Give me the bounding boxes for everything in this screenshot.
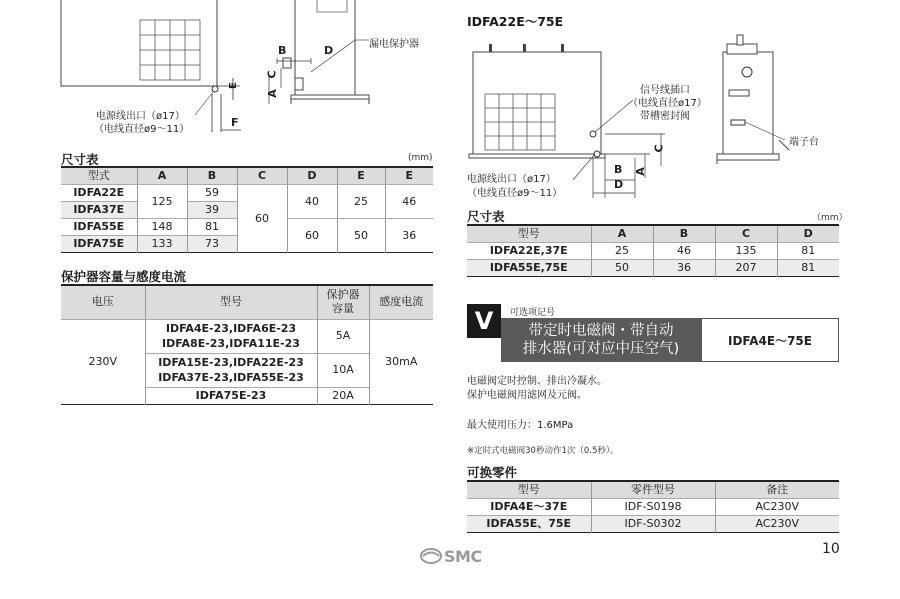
model-line: IDFA4E-23,IDFA6E-23 bbox=[165, 322, 297, 335]
col-header: E bbox=[337, 167, 385, 185]
col-header: B bbox=[187, 167, 237, 185]
terminal-label: 端子台 bbox=[789, 137, 819, 148]
option-desc-line2: 保护电磁阀用滤网及元阀。 bbox=[467, 390, 587, 401]
col-header-capacity bbox=[317, 285, 369, 319]
cell: 40 bbox=[287, 185, 337, 219]
leakage-protector-label: 漏电保护器 bbox=[369, 39, 419, 50]
model-cell: IDFA22E,37E bbox=[467, 243, 591, 260]
col-header-model: 型号 bbox=[145, 285, 317, 319]
col-header: C bbox=[237, 167, 287, 185]
right-dim-label-d: D bbox=[614, 178, 624, 191]
right-dim-table-unit: （mm） bbox=[812, 213, 848, 223]
sensitivity-cell: 30mA bbox=[369, 319, 433, 404]
cell: 50 bbox=[591, 260, 653, 277]
cable-diameter-label: （电线直径ø9～11） bbox=[94, 124, 190, 135]
option-model: IDFA4E～75E bbox=[701, 318, 839, 362]
col-header: D bbox=[777, 225, 839, 243]
cell: AC230V bbox=[715, 516, 839, 533]
model-cell bbox=[145, 353, 317, 387]
table-row bbox=[467, 260, 839, 277]
smc-logo bbox=[420, 546, 482, 566]
option-title-line1: 带定时电磁阀・带自动 bbox=[528, 323, 674, 339]
cell: 81 bbox=[777, 260, 839, 277]
cell: 25 bbox=[591, 243, 653, 260]
option-max-pressure: 最大使用压力：1.6MPa bbox=[467, 420, 574, 431]
col-header: E bbox=[385, 167, 433, 185]
option-note: ※定时式电磁阀30秒动作1次（0.5秒）。 bbox=[467, 446, 619, 456]
col-header: 型号 bbox=[467, 225, 591, 243]
option-title-box bbox=[501, 318, 701, 362]
model-cell: IDFA55E、75E bbox=[467, 516, 591, 533]
model-cell bbox=[145, 319, 317, 353]
table-row bbox=[467, 499, 839, 516]
model-line: IDFA8E-23,IDFA11E-23 bbox=[162, 337, 300, 350]
dim-table-unit: (mm) bbox=[408, 153, 433, 163]
model-line: IDFA15E-23,IDFA22E-23 bbox=[158, 356, 304, 369]
col-header: A bbox=[137, 167, 187, 185]
table-row bbox=[467, 516, 839, 533]
col-header: C bbox=[715, 225, 777, 243]
col-header-voltage: 电压 bbox=[61, 285, 145, 319]
cell: 81 bbox=[777, 243, 839, 260]
capacity-header-line2: 容量 bbox=[332, 302, 354, 316]
col-header: 型式 bbox=[61, 167, 137, 185]
dim-table-title: 尺寸表 bbox=[61, 152, 99, 167]
cell: 36 bbox=[385, 219, 433, 253]
protector-table-title: 保护器容量与感度电流 bbox=[61, 269, 187, 284]
capacity-cell: 10A bbox=[317, 353, 369, 387]
col-header: 零件型号 bbox=[591, 481, 715, 499]
capacity-cell: 5A bbox=[317, 319, 369, 353]
cell: 46 bbox=[385, 185, 433, 219]
col-header: D bbox=[287, 167, 337, 185]
col-header: 备注 bbox=[715, 481, 839, 499]
dim-label-a: A bbox=[265, 89, 279, 98]
right-dim-table-title: 尺寸表 bbox=[467, 209, 505, 224]
right-diagram-title: IDFA22E～75E bbox=[467, 14, 564, 29]
cell: IDF-S0302 bbox=[591, 516, 715, 533]
col-header: 型号 bbox=[467, 481, 591, 499]
signal-seal-label: 带槽密封阀 bbox=[640, 111, 690, 122]
cell: IDF-S0198 bbox=[591, 499, 715, 516]
cell: 81 bbox=[187, 219, 237, 236]
signal-socket-label: 信号线插口 bbox=[640, 85, 690, 96]
cell: 135 bbox=[715, 243, 777, 260]
cell: 25 bbox=[337, 185, 385, 219]
right-cable-diameter-label: （电线直径ø9～11） bbox=[467, 188, 563, 199]
cell: 125 bbox=[137, 185, 187, 219]
smc-logo-mark-icon bbox=[420, 548, 442, 564]
model-cell: IDFA75E bbox=[61, 236, 137, 253]
dim-label-b: B bbox=[278, 44, 287, 57]
dim-label-d: D bbox=[324, 44, 334, 57]
cell: 133 bbox=[137, 236, 187, 253]
cell: 50 bbox=[337, 219, 385, 253]
dim-label-c: C bbox=[265, 70, 279, 79]
model-cell: IDFA75E-23 bbox=[145, 387, 317, 404]
right-dim-label-c: C bbox=[652, 144, 666, 153]
dim-table-left bbox=[61, 166, 433, 253]
table-row bbox=[61, 319, 433, 353]
model-cell: IDFA22E bbox=[61, 185, 137, 202]
protector-table bbox=[61, 284, 433, 405]
option-title-line2: 排水器(可对应中压空气) bbox=[522, 341, 680, 357]
col-header: A bbox=[591, 225, 653, 243]
page-number: 10 bbox=[822, 541, 840, 557]
cell: 60 bbox=[237, 185, 287, 253]
col-header-sensitivity: 感度电流 bbox=[369, 285, 433, 319]
option-v-badge: V bbox=[467, 304, 501, 338]
cell: 46 bbox=[653, 243, 715, 260]
parts-table bbox=[467, 480, 839, 533]
table-row bbox=[61, 185, 433, 202]
option-code-label: 可选项记号 bbox=[510, 308, 556, 318]
cell: 207 bbox=[715, 260, 777, 277]
cell: 60 bbox=[287, 219, 337, 253]
capacity-cell: 20A bbox=[317, 387, 369, 404]
capacity-header-line1: 保护器 bbox=[326, 288, 360, 302]
option-desc-line1: 电磁阀定时控制、排出冷凝水。 bbox=[467, 376, 607, 387]
cell: 59 bbox=[187, 185, 237, 202]
table-row bbox=[467, 243, 839, 260]
signal-cable-label: （电线直径ø17） bbox=[628, 98, 707, 109]
svg-text:E: E bbox=[228, 82, 239, 89]
power-outlet-label: 电源线出口（ø17） bbox=[96, 111, 185, 122]
cell: 148 bbox=[137, 219, 187, 236]
cell: 36 bbox=[653, 260, 715, 277]
right-dim-label-b: B bbox=[614, 163, 623, 176]
cell: 73 bbox=[187, 236, 237, 253]
dim-table-right bbox=[467, 224, 839, 277]
col-header: B bbox=[653, 225, 715, 243]
voltage-cell: 230V bbox=[61, 319, 145, 404]
right-dim-label-a: A bbox=[633, 167, 647, 176]
cell: 39 bbox=[187, 202, 237, 219]
model-cell: IDFA55E bbox=[61, 219, 137, 236]
parts-table-title: 可换零件 bbox=[467, 465, 518, 480]
model-cell: IDFA4E～37E bbox=[467, 499, 591, 516]
cell: AC230V bbox=[715, 499, 839, 516]
model-cell: IDFA55E,75E bbox=[467, 260, 591, 277]
model-cell: IDFA37E bbox=[61, 202, 137, 219]
smc-logo-text: SMC bbox=[444, 546, 482, 566]
svg-text:F: F bbox=[231, 116, 239, 129]
right-power-outlet-label: 电源线出口（ø17） bbox=[467, 174, 556, 185]
model-line: IDFA37E-23,IDFA55E-23 bbox=[158, 371, 304, 384]
